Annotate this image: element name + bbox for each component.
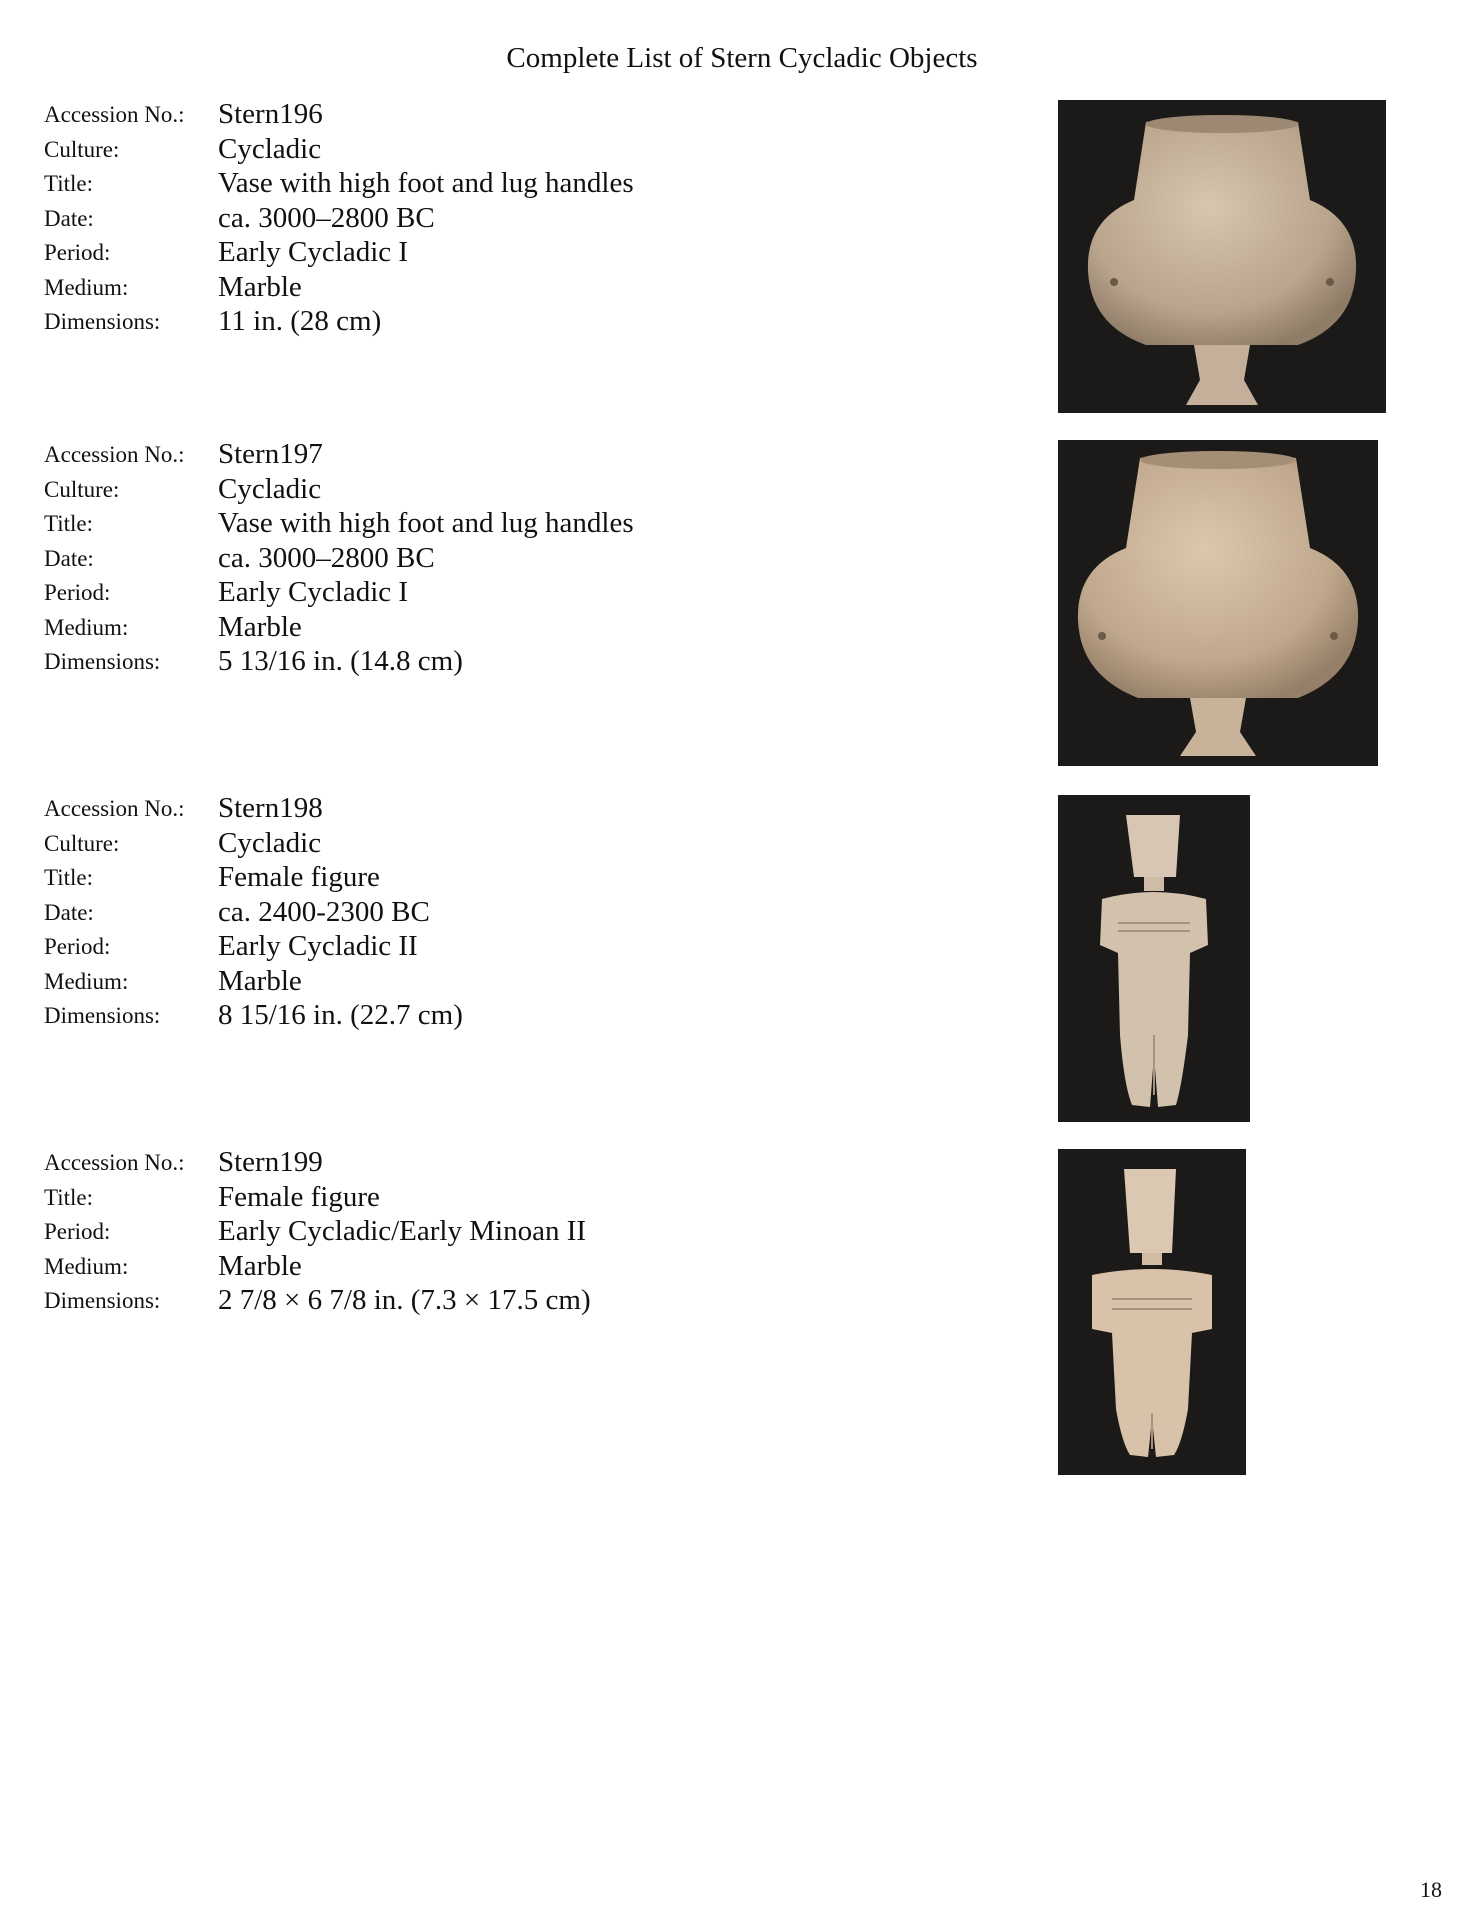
field-row [44, 271, 1034, 306]
field-row [44, 133, 1034, 168]
field-label: Period: [44, 1219, 111, 1244]
field-value: Cycladic [218, 826, 322, 859]
field-label: Accession No.: [44, 442, 185, 467]
field-value: Cycladic [218, 132, 322, 165]
figure-photo-stern199 [1058, 1149, 1246, 1475]
field-label: Accession No.: [44, 1150, 185, 1175]
field-label: Date: [44, 899, 94, 925]
field-row [44, 896, 1034, 931]
field-label: Accession No.: [44, 102, 185, 127]
field-label: Title: [44, 511, 94, 536]
field-row [44, 1146, 1034, 1181]
field-label: Medium: [44, 614, 129, 640]
field-value: Early Cycladic/Early Minoan II [218, 1215, 587, 1247]
page-number: 18 [1420, 1877, 1442, 1902]
field-row [44, 965, 1034, 1000]
field-value: Female figure [218, 861, 380, 893]
field-value: Stern197 [218, 438, 323, 470]
field-row [44, 827, 1034, 862]
marble-vase-photo [1058, 100, 1386, 413]
field-label: Period: [44, 934, 111, 959]
field-label: Medium: [44, 1253, 129, 1279]
field-row [44, 542, 1034, 577]
field-label: Dimensions: [44, 309, 161, 334]
field-row [44, 861, 1034, 896]
field-row [44, 792, 1034, 827]
field-label: Accession No.: [44, 796, 185, 821]
field-value: ca. 3000–2800 BC [218, 541, 435, 574]
field-value: Early Cycladic I [218, 576, 409, 608]
field-label: Dimensions: [44, 649, 161, 674]
field-value: Stern199 [218, 1146, 323, 1178]
field-value: Stern196 [218, 98, 323, 130]
catalog-entry-stern196 [44, 98, 1034, 340]
field-row [44, 999, 1034, 1034]
field-label: Medium: [44, 968, 129, 994]
field-row [44, 438, 1034, 473]
field-row [44, 1284, 1034, 1319]
field-value: 5 13/16 in. (14.8 cm) [218, 645, 463, 677]
field-value: Early Cycladic I [218, 236, 409, 268]
field-row [44, 611, 1034, 646]
page-title: Complete List of Stern Cycladic Objects [506, 42, 978, 74]
field-row [44, 305, 1034, 340]
field-label: Medium: [44, 274, 129, 300]
marble-figure-photo [1058, 795, 1250, 1122]
field-row [44, 576, 1034, 611]
field-label: Culture: [44, 830, 120, 856]
catalog-entry-stern199 [44, 1146, 1034, 1319]
field-value: Vase with high foot and lug handles [218, 507, 634, 539]
field-label: Period: [44, 580, 111, 605]
catalog-entry-stern197 [44, 438, 1034, 680]
marble-figure-photo [1058, 1149, 1246, 1475]
field-label: Date: [44, 205, 94, 231]
field-label: Dimensions: [44, 1003, 161, 1028]
field-label: Date: [44, 545, 94, 571]
field-value: 2 7/8 × 6 7/8 in. (7.3 × 17.5 cm) [218, 1284, 591, 1316]
catalog-entry-stern198 [44, 792, 1034, 1034]
field-value: 11 in. (28 cm) [218, 305, 382, 337]
field-row [44, 1250, 1034, 1285]
field-value: 8 15/16 in. (22.7 cm) [218, 999, 463, 1031]
field-row [44, 645, 1034, 680]
field-value: Marble [218, 964, 302, 997]
field-row [44, 236, 1034, 271]
field-row [44, 1215, 1034, 1250]
figure-photo-stern198 [1058, 795, 1250, 1122]
field-label: Title: [44, 171, 94, 196]
field-value: Marble [218, 270, 302, 303]
field-label: Culture: [44, 476, 120, 502]
field-row [44, 473, 1034, 508]
field-value: Stern198 [218, 792, 323, 824]
field-row [44, 1181, 1034, 1216]
field-row [44, 202, 1034, 237]
field-label: Dimensions: [44, 1288, 161, 1313]
field-value: Female figure [218, 1180, 380, 1213]
field-label: Title: [44, 865, 94, 890]
field-row [44, 167, 1034, 202]
vase-photo-stern196 [1058, 100, 1386, 413]
field-row [44, 507, 1034, 542]
field-value: ca. 3000–2800 BC [218, 201, 435, 234]
vase-photo-stern197 [1058, 440, 1378, 766]
field-value: Cycladic [218, 472, 322, 505]
field-row [44, 98, 1034, 133]
field-value: ca. 2400-2300 BC [218, 895, 430, 928]
field-label: Period: [44, 240, 111, 265]
field-label: Title: [44, 1184, 94, 1210]
field-row [44, 930, 1034, 965]
field-value: Marble [218, 610, 302, 643]
marble-vase-photo [1058, 440, 1378, 766]
field-value: Marble [218, 1249, 302, 1282]
field-value: Early Cycladic II [218, 930, 418, 962]
field-value: Vase with high foot and lug handles [218, 167, 634, 199]
field-label: Culture: [44, 136, 120, 162]
